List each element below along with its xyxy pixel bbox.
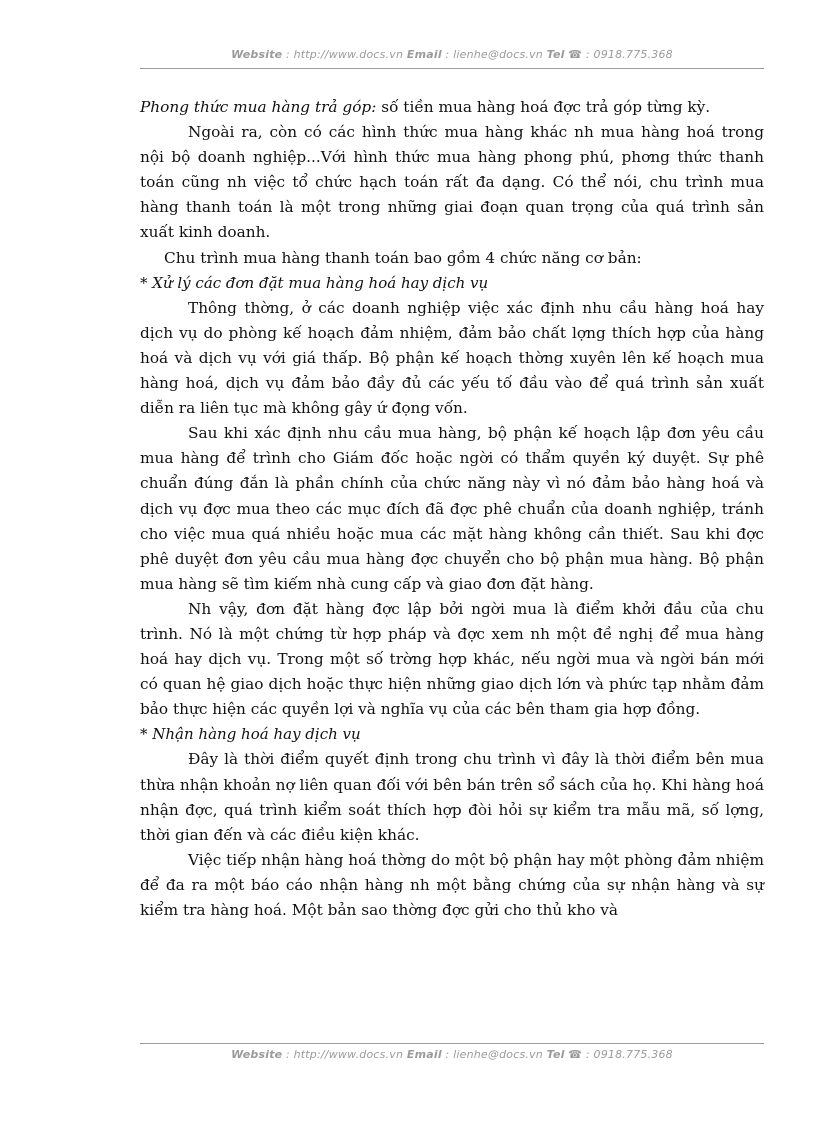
- paragraph-receiving-report: Việc tiếp nhận hàng hoá thờng do một bộ phận hay một phòng đảm nhiệm để đa ra một báo cáo nhận hàng nh một bằng chứng của sự nhận hàng và sự kiểm tra hàng hoá. Một bản sao thờng đợc gửi cho thủ kho và: [140, 850, 764, 919]
- installment-text: số tiền mua hàng hoá đợc trả góp từng kỳ.: [376, 98, 711, 116]
- footer-tel-label: Tel: [546, 1048, 565, 1061]
- tel-value: : 0918.775.368: [582, 48, 673, 61]
- website-label: Website: [231, 48, 283, 61]
- footer-email-label: Email: [406, 1048, 442, 1061]
- section-heading-receiving: * Nhận hàng hoá hay dịch vụ: [140, 725, 361, 744]
- phone-icon: ☎: [568, 48, 583, 61]
- footer-phone-icon: ☎: [568, 1048, 583, 1061]
- paragraph-receiving-moment: Đây là thời điểm quyết định trong chu trình vì đây là thời điểm bên mua thừa nhận khoản nợ liên quan đối với bên bán trên sổ sách của họ. Khi hàng hoá nhận đợc, quá trình kiểm soát thích hợp đòi hỏi sự kiểm tra mẫu mã, số lợng, thời gian đến và các điều kiện khác.: [140, 750, 764, 844]
- paragraph-four-functions: Chu trình mua hàng thanh toán bao gồm 4 chức năng cơ bản:: [164, 248, 642, 267]
- section-heading-order-processing: * Xử lý các đơn đặt mua hàng hoá hay dịch vụ: [140, 273, 489, 292]
- paragraph-planning: Thông thờng, ở các doanh nghiệp việc xác định nhu cầu hàng hoá hay dịch vụ do phòng kế hoạch đảm nhiệm, đảm bảo chất lợng thích hợp của hàng hoá và dịch vụ với giá thấp. Bộ phận kế hoạch thờng xuyên lên kế hoạch mua hàng hoá, dịch vụ đảm bảo đầy đủ các yếu tố đầu vào để quá trình sản xuất diễn ra liên tục mà không gây ứ đọng vốn.: [140, 298, 764, 418]
- footer-website-value: : http://www.docs.vn: [282, 1048, 407, 1061]
- email-label: Email: [406, 48, 442, 61]
- page-footer: [140, 1043, 764, 1061]
- paragraph-installment: [140, 95, 764, 120]
- paragraph-purchase-request: Sau khi xác định nhu cầu mua hàng, bộ phận kế hoạch lập đơn yêu cầu mua hàng để trình cho Giám đốc hoặc ngời có thẩm quyền ký duyệt. Sự phê chuẩn đúng đắn là phần chính của chức năng này vì nó đảm bảo hàng hoá và dịch vụ đợc mua theo các mục đích đã đợc phê chuẩn của doanh nghiệp, tránh cho việc mua quá nhiều hoặc mua các mặt hàng không cần thiết. Sau khi đợc phê duyệt đơn yêu cầu mua hàng đợc chuyển cho bộ phận mua hàng. Bộ phận mua hàng sẽ tìm kiếm nhà cung cấp và giao đơn đặt hàng.: [140, 424, 764, 593]
- page-header: [140, 48, 764, 69]
- installment-lead: Phong thức mua hàng trả góp:: [140, 98, 377, 116]
- footer-website-label: Website: [231, 1048, 283, 1061]
- paragraph-other-forms: Ngoài ra, còn có các hình thức mua hàng khác nh mua hàng hoá trong nội bộ doanh nghiệp...Với hình thức mua hàng phong phú, phơng thức thanh toán cũng nh việc tổ chức hạch toán rất đa dạng. Có thể nói, chu trình mua hàng thanh toán là một trong những giai đoạn quan trọng của quá trình sản xuất kinh doanh.: [140, 123, 764, 242]
- email-value: : lienhe@docs.vn: [441, 48, 547, 61]
- document-body: [140, 95, 764, 923]
- paragraph-purchase-order: Nh vậy, đơn đặt hàng đợc lập bởi ngời mua là điểm khởi đầu của chu trình. Nó là một chứng từ hợp pháp và đợc xem nh một đề nghị để mua hàng hoá hay dịch vụ. Trong một số trờng hợp khác, nếu ngời mua và ngời bán mới có quan hệ giao dịch hoặc thực hiện những giao dịch lớn và phức tạp nhằm đảm bảo thực hiện các quyền lợi và nghĩa vụ của các bên tham gia hợp đồng.: [140, 599, 764, 719]
- footer-email-value: : lienhe@docs.vn: [441, 1048, 547, 1061]
- footer-tel-value: : 0918.775.368: [582, 1048, 673, 1061]
- website-value: : http://www.docs.vn: [282, 48, 407, 61]
- tel-label: Tel: [546, 48, 565, 61]
